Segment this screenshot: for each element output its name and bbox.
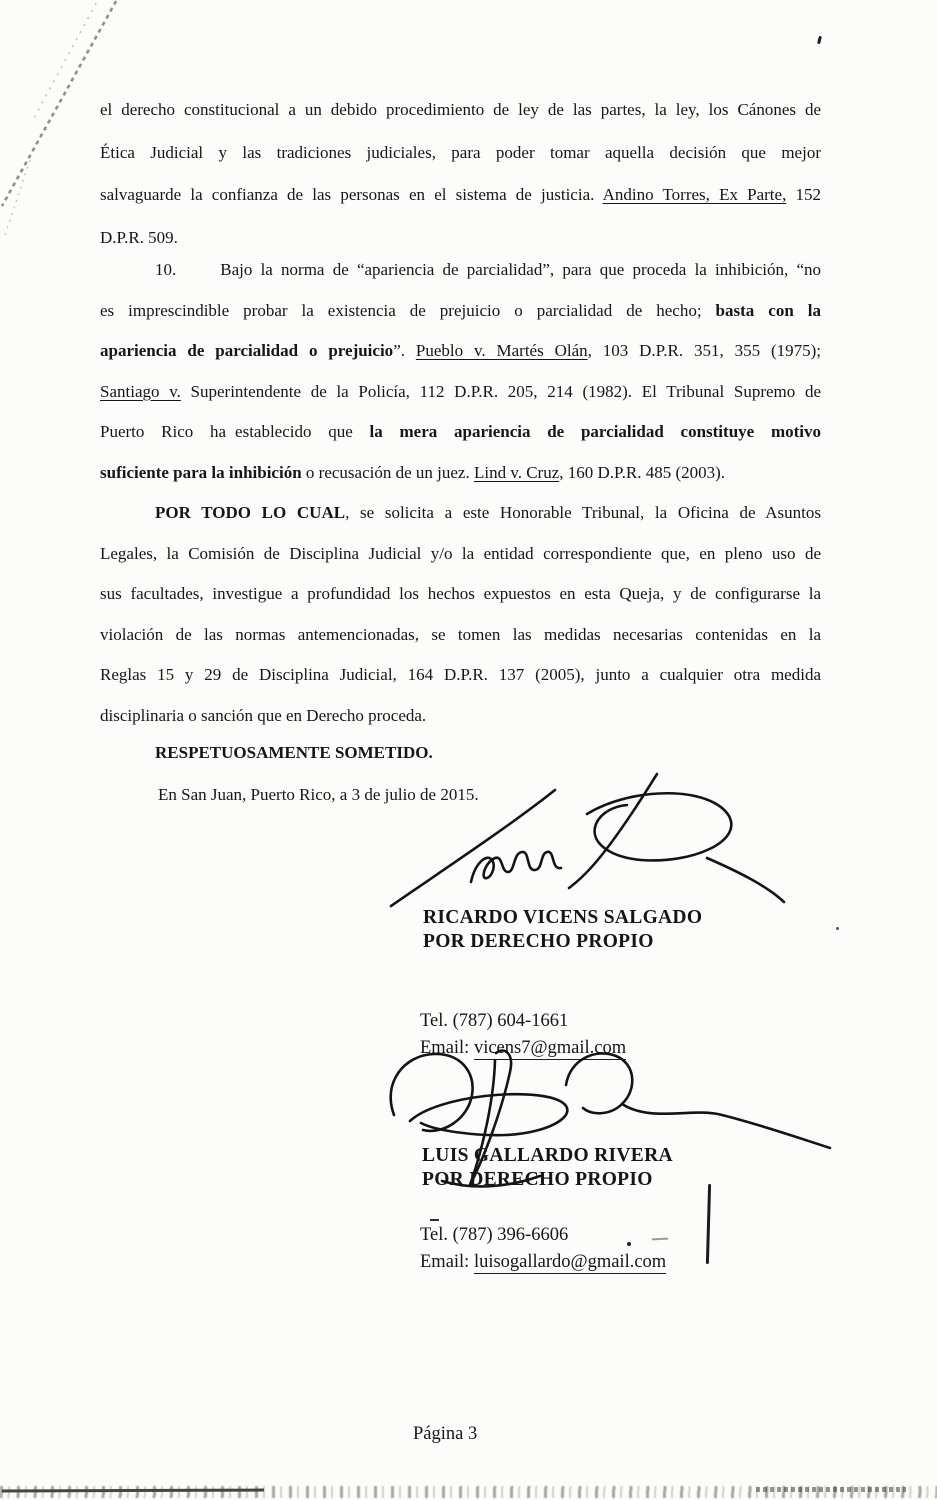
text-run-bold: POR TODO LO CUAL (155, 503, 346, 522)
email-label: Email: (420, 1252, 474, 1272)
signer-name: LUIS GALLARDO RIVERA (422, 1145, 673, 1166)
contact-block-2 (420, 1222, 666, 1276)
signer-capacity: POR DERECHO PROPIO (422, 1168, 653, 1190)
text-run: D.P.R. 509. (100, 227, 178, 247)
phone-number: Tel. (787) 604-1661 (420, 1011, 569, 1031)
text-run: Legales, la Comisión de Disciplina Judicial y/o la entidad correspondiente que, en pleno uso de (100, 543, 821, 563)
stray-mark-artifact (430, 1219, 439, 1221)
stray-dot-artifact (836, 927, 839, 930)
text-run: En San Juan, Puerto Rico, a 3 de julio de 2015. (158, 785, 479, 804)
text-run: , 103 D.P.R. 351, 355 (1975); (587, 341, 821, 360)
text-line (100, 534, 821, 575)
text-line (100, 696, 821, 737)
text-run: Ética Judicial y las tradiciones judiciales, para poder tomar aquella decisión que mejor (100, 142, 821, 162)
signer-block-2 (422, 1144, 673, 1191)
text-line (100, 174, 821, 217)
page-number: Página 3 (413, 1424, 478, 1444)
text-run: Puerto Rico ha (100, 422, 227, 441)
case-citation: Andino Torres, Ex Parte, (602, 185, 787, 204)
text-run-bold: apariencia de parcialidad o prejuicio (100, 341, 394, 360)
text-line (100, 372, 821, 413)
paragraph-por-todo-lo-cual (100, 493, 821, 736)
text-run: salvaguarde la confianza de las personas en el sistema de justicia. (100, 185, 603, 204)
text-run-bold: basta con la (715, 300, 821, 320)
email-line (420, 1249, 666, 1276)
closing-statement (100, 733, 821, 774)
text-run: establecido que (235, 422, 370, 441)
phone-number: Tel. (787) 396-6606 (420, 1225, 569, 1245)
email-address: luisogallardo@gmail.com (473, 1252, 667, 1272)
text-line (100, 331, 821, 372)
text-line (100, 574, 821, 615)
scan-noise-patch (756, 1487, 906, 1492)
text-run: violación de las normas antemencionadas, se tomen las medidas necesarias contenidas en la (100, 624, 821, 644)
signer-name: RICARDO VICENS SALGADO (423, 907, 703, 928)
text-run: , se solicita a este Honorable Tribunal, la Oficina de Asuntos (345, 503, 821, 522)
stray-ink-mark (817, 36, 822, 44)
text-line (100, 453, 821, 494)
text-line (100, 291, 821, 332)
text-run: el derecho constitucional a un debido procedimiento de ley de las partes, la ley, los Cánones de (100, 100, 821, 119)
text-run: Bajo la norma de “apariencia de parcialidad”, para que proceda la inhibición, “no (220, 260, 821, 279)
text-line (100, 89, 821, 132)
text-run: o recusación de un juez. (301, 462, 474, 482)
text-run: sus facultades, investigue a profundidad los hechos expuestos en esta Queja, y de configurarse la (100, 584, 821, 603)
text-run-bold: suficiente para la inhibición (100, 462, 302, 482)
paragraph-number: 10. (155, 260, 177, 279)
signer-block-1 (423, 906, 702, 953)
text-run: Reglas 15 y 29 de Disciplina Judicial, 164 D.P.R. 137 (2005), junto a cualquier otra medida (100, 665, 821, 684)
text-line (100, 493, 821, 534)
text-run-bold: RESPETUOSAMENTE SOMETIDO. (155, 743, 433, 762)
case-citation: Lind v. Cruz (473, 462, 560, 482)
email-label: Email: (420, 1038, 474, 1058)
text-line (100, 132, 821, 175)
text-run: disciplinaria o sanción que en Derecho proceda. (100, 705, 427, 725)
paragraph-10 (100, 250, 821, 493)
text-run: ”. (393, 341, 416, 360)
text-line (100, 733, 821, 774)
signer-capacity: POR DERECHO PROPIO (423, 930, 654, 952)
signature-ricardo-vicens (375, 770, 790, 915)
paragraph-continued (100, 89, 821, 259)
text-line (100, 412, 821, 453)
text-line (100, 250, 821, 291)
text-run: , 160 D.P.R. 485 (2003). (559, 462, 726, 482)
text-run: Superintendente de la Policía, 112 D.P.R. 205, 214 (1982). El Tribunal Supremo de (180, 381, 821, 401)
text-run: 152 (786, 185, 821, 204)
text-run: es imprescindible probar la existencia de prejuicio o parcialidad de hecho; (100, 300, 716, 320)
case-citation: Pueblo v. Martés Olán (415, 341, 588, 360)
text-line (100, 615, 821, 656)
text-line (100, 655, 821, 696)
case-citation: Santiago v. (100, 381, 181, 401)
email-address: vicens7@gmail.com (473, 1038, 627, 1058)
text-run-bold: la mera apariencia de parcialidad constituye motivo (369, 422, 821, 441)
